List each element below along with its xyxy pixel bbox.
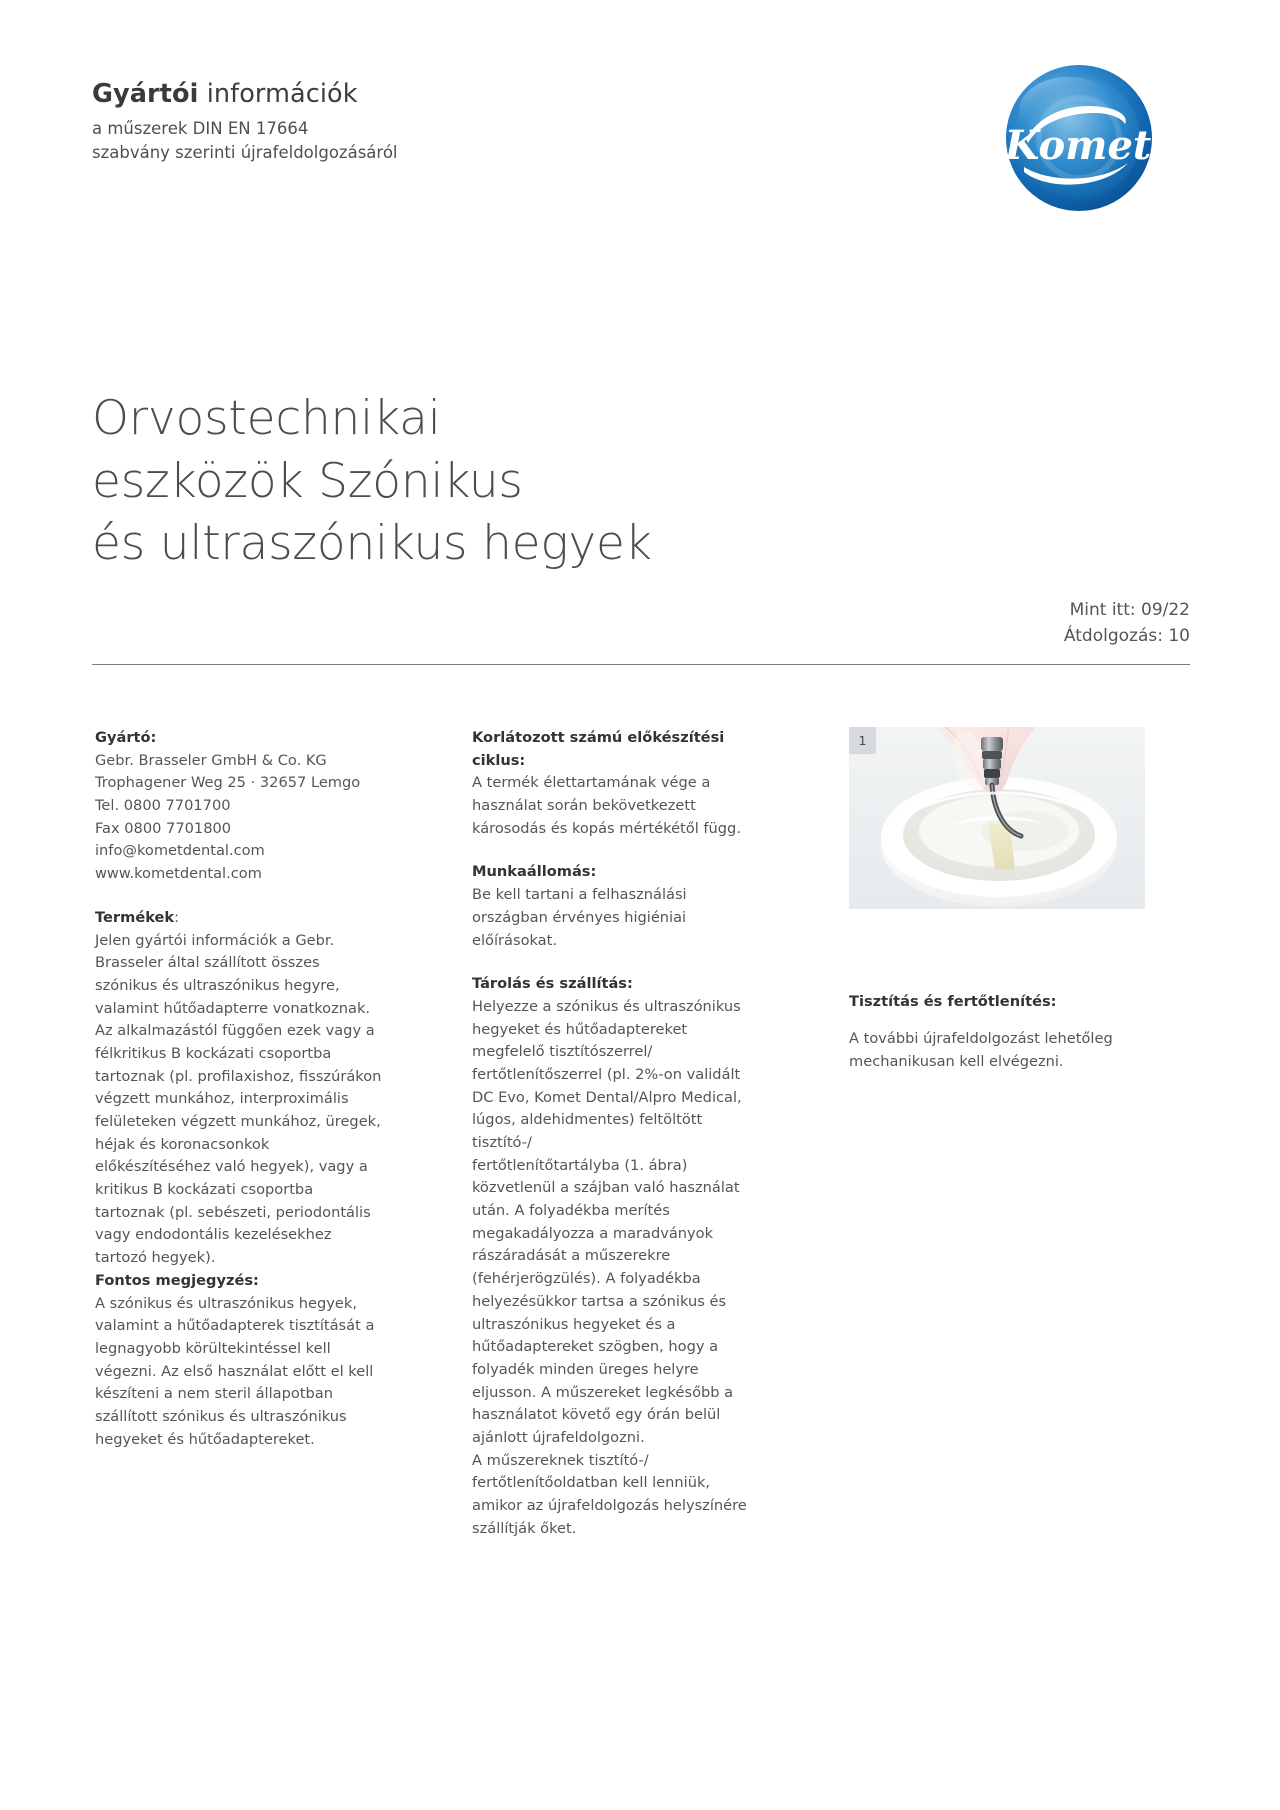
page-title (92, 388, 852, 576)
header-title-rest: információk (198, 79, 358, 109)
figure-1 (849, 727, 1145, 909)
manufacturer-company: Gebr. Brasseler GmbH & Co. KG (95, 751, 327, 769)
manufacturer-fax: Fax 0800 7701800 (95, 819, 232, 837)
manufacturer-tel: Tel. 0800 7701700 (95, 797, 231, 815)
page-title-line3: és ultraszónikus hegyek (92, 516, 652, 571)
page-title-line2: eszközök Szónikus (92, 453, 523, 509)
storage-text-1: Helyezze a szónikus és ultraszónikus hegyeket és hűtőadaptereket megfelelő tisztítószerrel/ (472, 997, 741, 1061)
header-subtitle-line1: a műszerek DIN EN 17664 (92, 118, 309, 138)
column-cleaning-info (849, 976, 1145, 1088)
revision-number: Átdolgozás: 10 (1063, 626, 1190, 647)
column-processing-info (472, 727, 760, 1540)
storage-text-3: fertőtlenítőtartályba (1. ábra) közvetlenül a szájban való használat után. A folyadékba merítés megakadályozza a maradványok rászáradását a műszerekre (fehérjerögzülés). A folyadékba helyezésükkor tartsa a szónikus és ultraszónikus hegyeket és a hűtőadaptereket szögben, hogy a folyadék minden üreges helyre eljusson. A műszereket legkésőbb a használatot követő egy órán belül ajánlott újrafeldolgozni. (472, 1156, 740, 1446)
komet-logo (1004, 63, 1154, 213)
cycles-text: A termék élettartamának vége a használat során bekövetkezett károsodás és kopás mértékétől függ. (472, 774, 741, 837)
header-subtitle (92, 117, 612, 167)
products-heading (95, 907, 383, 930)
svg-text:Komet: Komet (1004, 122, 1152, 169)
spacer (472, 952, 760, 973)
page-title-line1: Orvostechnikai (92, 391, 441, 446)
document-version-meta (1064, 597, 1190, 650)
manufacturer-website[interactable]: www.kometdental.com (95, 865, 262, 883)
storage-text-2: fertőtlenítőszerrel (pl. 2%-on validált DC Evo, Komet Dental/Alpro Medical, lúgos, aldehidmentes) feltöltött tisztító-/ (472, 1065, 742, 1151)
figure-number-badge: 1 (849, 727, 876, 754)
storage-heading: Tárolás és szállítás: (472, 975, 633, 993)
storage-text-4: A műszereknek tisztító-/ (472, 1451, 649, 1469)
important-note-heading: Fontos megjegyzés: (95, 1271, 259, 1289)
products-heading-colon: : (174, 908, 180, 926)
spacer (472, 840, 760, 861)
header-divider (92, 664, 1190, 665)
header-title (92, 78, 612, 111)
cleaning-text: A további újrafeldolgozást lehetőleg mechanikusan kell elvégezni. (849, 1029, 1113, 1070)
important-note-text: A szónikus és ultraszónikus hegyek, valamint a hűtőadapterek tisztítását a legnagyobb körültekintéssel kell végezni. Az első használat előtt el kell készíteni a nem steril állapotban szállított szónikus és ultraszónikus hegyeket és hűtőadaptereket. (95, 1294, 375, 1448)
manufacturer-address: Trophagener Weg 25 · 32657 Lemgo (95, 774, 361, 792)
cycles-heading: Korlátozott számú előkészítési ciklus: (472, 729, 725, 769)
header-subtitle-line2: szabvány szerinti újrafeldolgozásáról (92, 143, 398, 163)
as-of-date: Mint itt: 09/22 (1069, 600, 1190, 620)
products-text: Jelen gyártói információk a Gebr. Brasseler által szállított összes szónikus és ultraszónikus hegyre, valamint hűtőadapterre vonatkoznak. Az alkalmazástól függően ezek vagy a félkritikus B kockázati csoportba tartoznak (pl. profilaxishoz, fisszúrákon végzett munkához, interproximális felületeken végzett munkához, üregek, héjak és koronacsonkok előkészítéséhez való hegyek), vagy a kritikus B kockázati csoportba tartoznak (pl. sebészeti, periodontális vagy endodontális kezelésekhez tartozó hegyek). (95, 931, 382, 1267)
workstation-text: Be kell tartani a felhasználási országban érvényes higiéniai előírásokat. (472, 886, 687, 949)
column-manufacturer (95, 727, 383, 1451)
manufacturer-heading: Gyártó: (95, 729, 157, 746)
workstation-heading: Munkaállomás: (472, 863, 597, 881)
document-header (92, 78, 612, 166)
header-title-bold: Gyártói (92, 79, 199, 109)
manufacturer-email[interactable]: info@kometdental.com (95, 842, 265, 860)
cleaning-heading: Tisztítás és fertőtlenítés: (849, 992, 1057, 1010)
products-heading-label: Termékek (95, 908, 175, 926)
spacer (95, 886, 383, 907)
storage-text-5: fertőtlenítőoldatban kell lenniük, amikor az újrafeldolgozás helyszínére szállítják őket. (472, 1474, 747, 1537)
